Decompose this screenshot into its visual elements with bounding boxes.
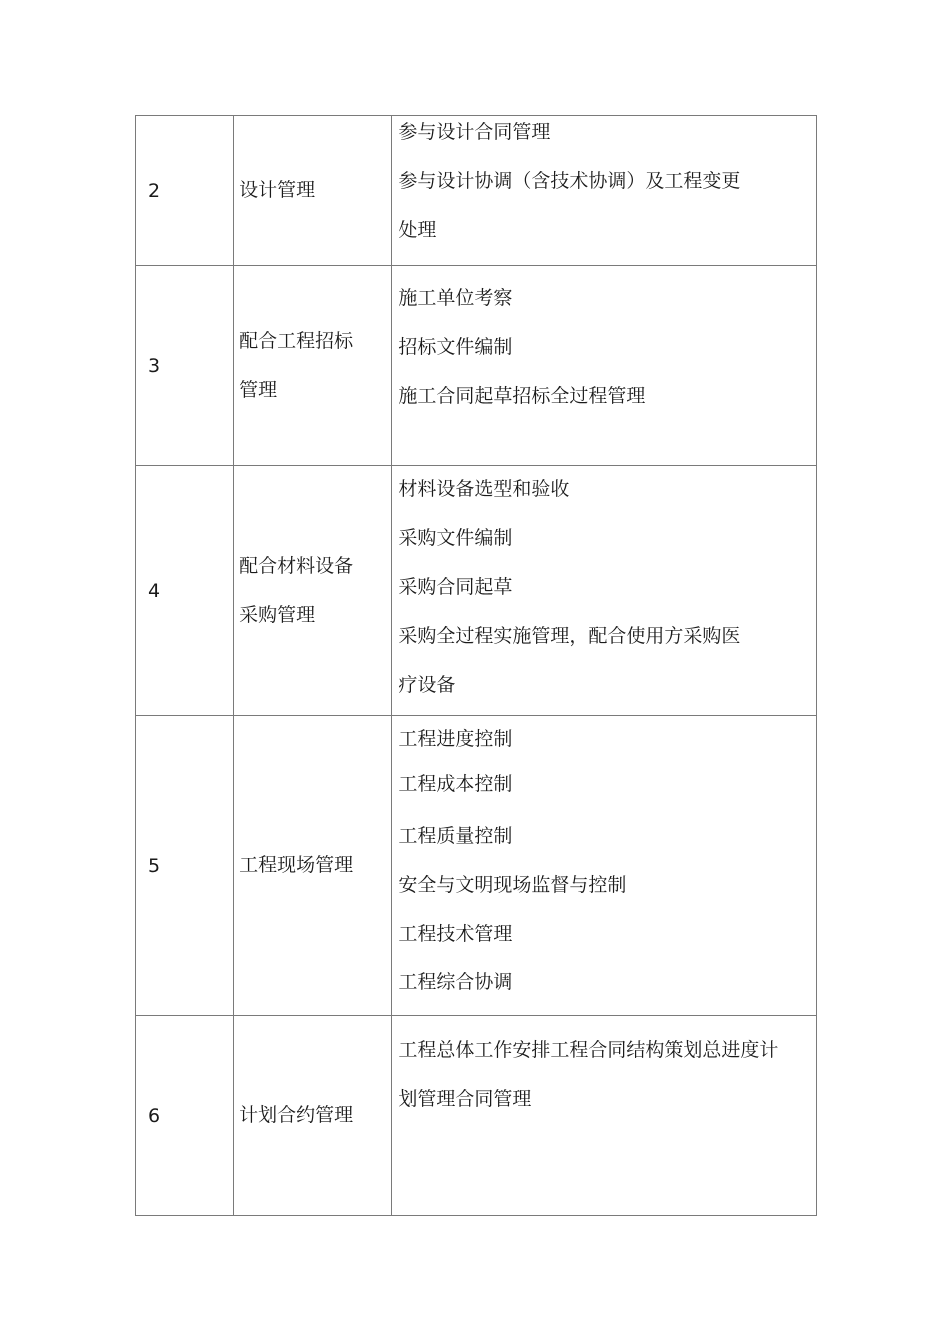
row-number: 6 — [136, 1016, 234, 1216]
content-line: 采购合同起草 — [398, 576, 513, 598]
table-row — [136, 116, 817, 266]
item-content — [392, 716, 817, 1016]
item-name — [234, 1016, 392, 1216]
item-content — [392, 116, 817, 266]
table-row — [136, 716, 817, 1016]
content-line: 工程质量控制 — [398, 825, 513, 847]
content-line: 处理 — [398, 219, 437, 241]
item-name — [234, 116, 392, 266]
content-line: 采购文件编制 — [398, 527, 513, 549]
content-line: 安全与文明现场监督与控制 — [398, 874, 627, 896]
row-number: 2 — [136, 116, 234, 266]
item-name-line: 配合材料设备 — [239, 554, 354, 577]
item-content — [392, 1016, 817, 1216]
content-line: 采购全过程实施管理，配合使用方采购医 — [398, 625, 741, 647]
content-line: 工程进度控制 — [398, 728, 513, 750]
content-line: 施工合同起草招标全过程管理 — [398, 385, 646, 407]
item-name-line: 计划合约管理 — [239, 1104, 354, 1126]
content-line: 疗设备 — [398, 674, 456, 696]
table-row — [136, 1016, 817, 1216]
row-number: 3 — [136, 266, 234, 466]
item-name — [234, 266, 392, 466]
content-line: 招标文件编制 — [398, 336, 513, 358]
table-row — [136, 266, 817, 466]
content-line: 施工单位考察 — [398, 287, 513, 309]
item-name — [234, 466, 392, 716]
item-name-line: 设计管理 — [239, 179, 316, 201]
content-line: 工程总体工作安排工程合同结构策划总进度计 — [398, 1039, 779, 1061]
item-name — [234, 716, 392, 1016]
item-content — [392, 266, 817, 466]
row-number: 4 — [136, 466, 234, 716]
item-name-line: 采购管理 — [239, 603, 316, 626]
item-content — [392, 466, 817, 716]
row-number: 5 — [136, 716, 234, 1016]
item-name-line: 工程现场管理 — [239, 854, 354, 876]
management-scope-table — [135, 115, 817, 1216]
content-line: 划管理合同管理 — [398, 1088, 532, 1110]
content-line: 工程成本控制 — [398, 773, 513, 795]
item-name-line: 管理 — [239, 378, 278, 401]
content-line: 工程技术管理 — [398, 923, 513, 945]
item-name-line: 配合工程招标 — [239, 329, 354, 352]
content-line: 材料设备选型和验收 — [398, 478, 570, 500]
content-line: 参与设计合同管理 — [398, 121, 551, 143]
content-line: 工程综合协调 — [398, 971, 513, 993]
content-line: 参与设计协调（含技术协调）及工程变更 — [398, 170, 741, 192]
table-row — [136, 466, 817, 716]
